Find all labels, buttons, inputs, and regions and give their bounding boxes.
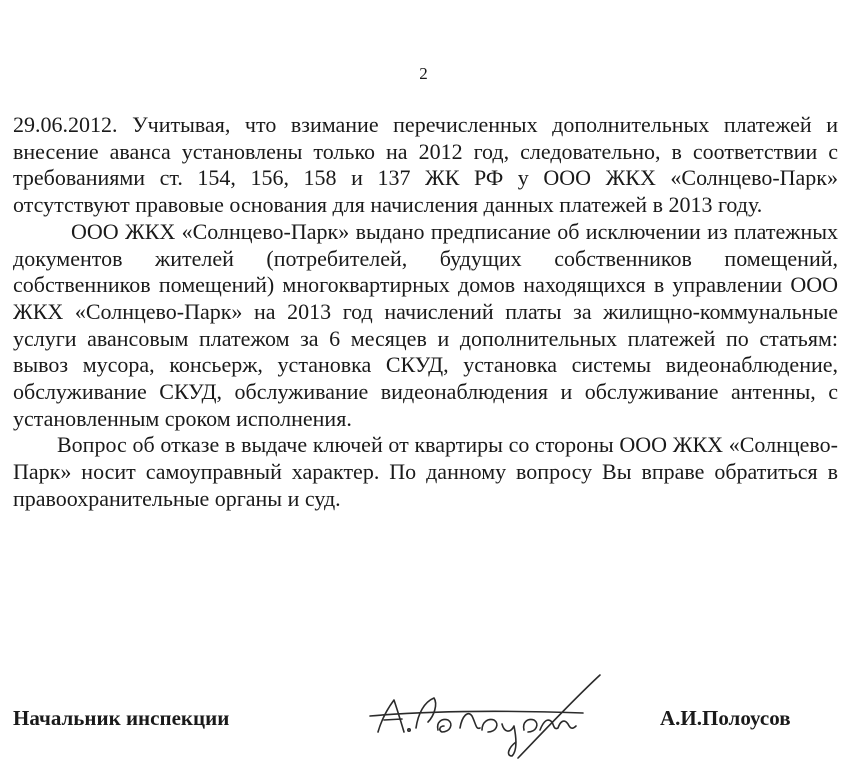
signature-block — [0, 670, 847, 768]
letter-body — [13, 112, 838, 513]
paragraph-2: ООО ЖКХ «Солнцево-Парк» выдано предписание об исключении из платежных документов жителей (потребителей, будущих собственников помещений, собственников помещений) многоквартирных домов находящихся в управлении ООО ЖКХ «Солнцево-Парк» на 2013 год начислений платы за жилищно-коммунальные услуги авансовым платежом за 6 месяцев и дополнительных платежей по статьям: вывоз мусора, консьерж, установка СКУД, установка системы видеонаблюдение, обслуживание СКУД, обслуживание видеонаблюдения и обслуживание антенны, с установленным сроком исполнения. — [13, 218, 838, 431]
signatory-name: А.И.Полоусов — [660, 706, 791, 730]
page-number: 2 — [419, 64, 428, 83]
paragraph-1: 29.06.2012. Учитывая, что взимание перечисленных дополнительных платежей и внесение аванса установлены только на 2012 год, следовательно, в соответствии с требованиями ст. 154, 156, 158 и 137 ЖК РФ у ООО ЖКХ «Солнцево-Парк» отсутствуют правовые основания для начисления данных платежей в 2013 году. — [13, 112, 838, 218]
handwritten-signature — [368, 670, 618, 760]
signatory-position: Начальник инспекции — [13, 706, 230, 730]
paragraph-3: Вопрос об отказе в выдаче ключей от квартиры со стороны ООО ЖКХ «Солнцево-Парк» носит самоуправный характер. По данному вопросу Вы вправе обратиться в правоохранительные органы и суд. — [13, 432, 838, 511]
